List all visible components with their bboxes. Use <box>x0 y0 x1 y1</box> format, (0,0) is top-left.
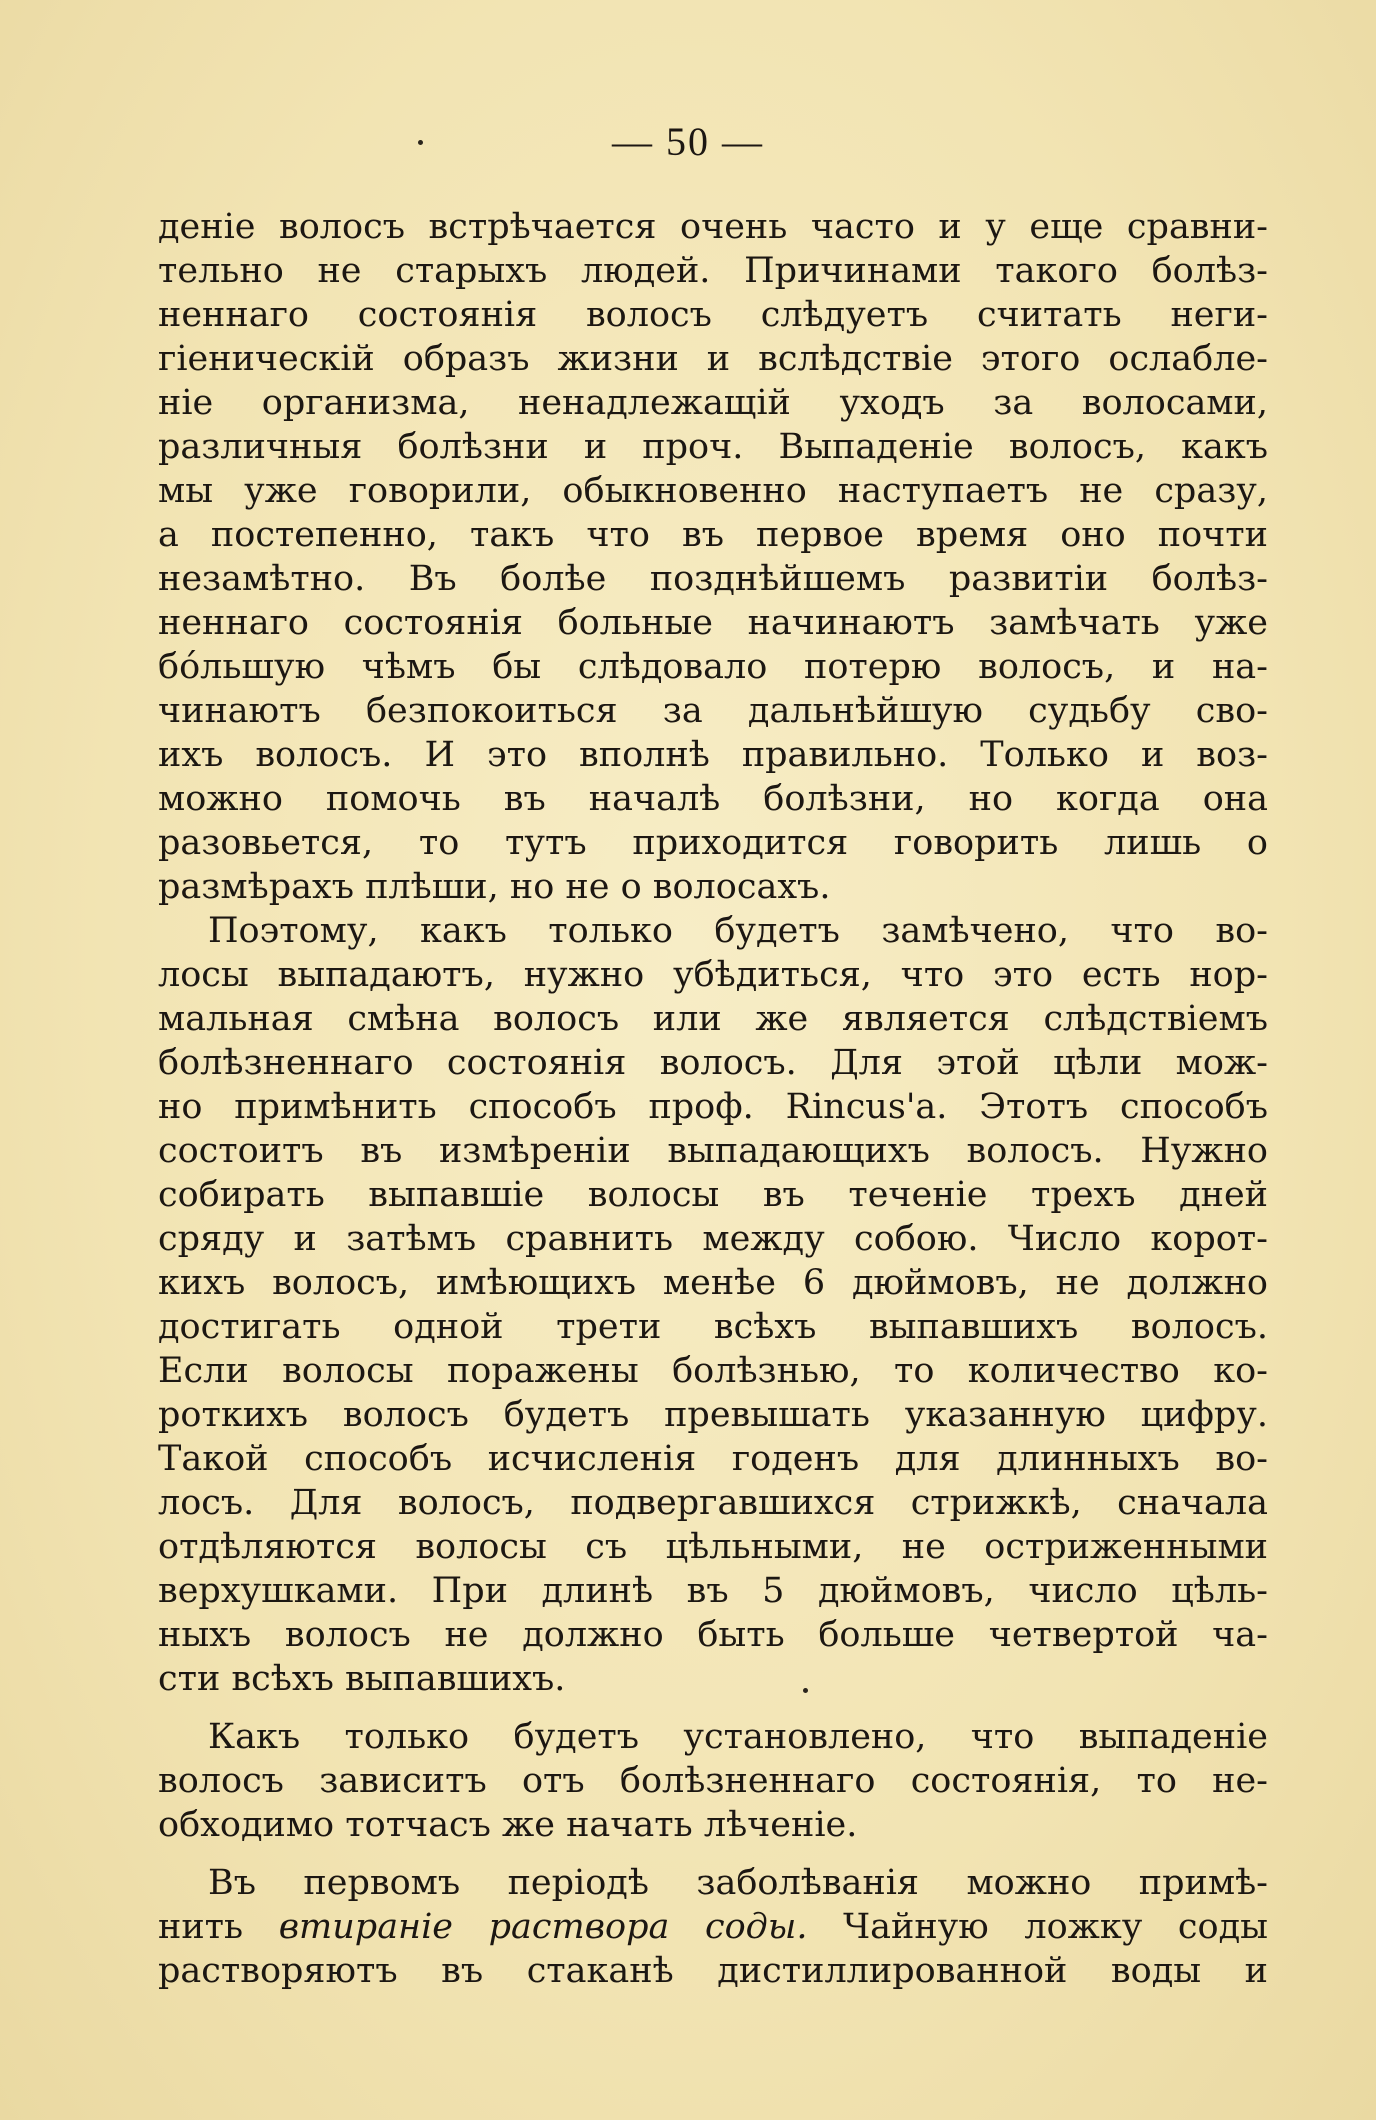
text-line: лосъ. Для волосъ, подвергавшихся стрижкѣ, сначала <box>158 1483 1268 1523</box>
text-line: ніе организма, ненадлежащій уходъ за волосами, <box>158 383 1268 423</box>
text-line: тельно не старыхъ людей. Причинами такого болѣз- <box>158 251 1268 291</box>
text-line: волосъ зависитъ отъ болѣзненнаго состоянія, то не- <box>158 1761 1268 1801</box>
text-line: деніе волосъ встрѣчается очень часто и у еще сравни- <box>158 207 1268 247</box>
text-line: бо́льшую чѣмъ бы слѣдовало потерю волосъ, и на- <box>158 647 1268 687</box>
emphasized-term: втираніе раствора соды. <box>278 1907 808 1947</box>
text-line: кихъ волосъ, имѣющихъ менѣе 6 дюймовъ, не должно <box>158 1263 1268 1303</box>
text-line: болѣзненнаго состоянія волосъ. Для этой цѣли мож- <box>158 1043 1268 1083</box>
text-line: отдѣляются волосы съ цѣльными, не остриженными <box>158 1527 1268 1567</box>
body-text <box>158 205 1268 1993</box>
text-line: лосы выпадаютъ, нужно убѣдиться, что это есть нор- <box>158 955 1268 995</box>
text-line: гіеническій образъ жизни и вслѣдствіе этого ослабле- <box>158 339 1268 379</box>
page-number: — 50 — <box>612 119 764 164</box>
text-line: но примѣнить способъ проф. Rincus'а. Этотъ способъ <box>158 1087 1268 1127</box>
text-line: состоитъ въ измѣреніи выпадающихъ волосъ. Нужно <box>158 1131 1268 1171</box>
print-speck <box>418 140 423 145</box>
text-line: собирать выпавшіе волосы въ теченіе трехъ дней <box>158 1175 1268 1215</box>
text-line: Поэтому, какъ только будетъ замѣчено, что во- <box>208 911 1268 951</box>
text-line: различныя болѣзни и проч. Выпаденіе волосъ, какъ <box>158 427 1268 467</box>
text-line: Какъ только будетъ установлено, что выпаденіе <box>208 1717 1268 1757</box>
text-line: а постепенно, такъ что въ первое время оно почти <box>158 515 1268 555</box>
text-line: Такой способъ исчисленія годенъ для длинныхъ во- <box>158 1439 1268 1479</box>
text-line: разовьется, то тутъ приходится говорить лишь о <box>158 823 1268 863</box>
text-line: незамѣтно. Въ болѣе позднѣйшемъ развитіи болѣз- <box>158 559 1268 599</box>
text-line: неннаго состоянія волосъ слѣдуетъ считать неги- <box>158 295 1268 335</box>
text-line: обходимо тотчасъ же начать лѣченіе. <box>158 1805 858 1845</box>
text-line: размѣрахъ плѣши, но не о волосахъ. <box>158 867 831 907</box>
text-line: сти всѣхъ выпавшихъ. <box>158 1659 566 1699</box>
text-line: чинаютъ безпокоиться за дальнѣйшую судьбу сво- <box>158 691 1268 731</box>
text-line: роткихъ волосъ будетъ превышать указанную цифру. <box>158 1395 1268 1435</box>
text-line: растворяютъ въ стаканѣ дистиллированной воды и <box>158 1951 1268 1991</box>
text-line: мы уже говорили, обыкновенно наступаетъ не сразу, <box>158 471 1268 511</box>
text-line-with-emphasis <box>158 1905 1268 1949</box>
text-line: неннаго состоянія больные начинаютъ замѣчать уже <box>158 603 1268 643</box>
text-line: сряду и затѣмъ сравнить между собою. Число корот- <box>158 1219 1268 1259</box>
text-line: можно помочь въ началѣ болѣзни, но когда она <box>158 779 1268 819</box>
text-line: ныхъ волосъ не должно быть больше четвертой ча- <box>158 1615 1268 1655</box>
text-segment: Чайную ложку соды <box>807 1907 1268 1947</box>
text-line: Если волосы поражены болѣзнью, то количество ко- <box>158 1351 1268 1391</box>
text-line: достигать одной трети всѣхъ выпавшихъ волосъ. <box>158 1307 1268 1347</box>
text-line: мальная смѣна волосъ или же является слѣдствіемъ <box>158 999 1268 1039</box>
text-line: Въ первомъ періодѣ заболѣванія можно примѣ- <box>208 1863 1268 1903</box>
text-line: ихъ волосъ. И это вполнѣ правильно. Только и воз- <box>158 735 1268 775</box>
text-segment: нить <box>158 1907 279 1947</box>
text-line: верхушками. При длинѣ въ 5 дюймовъ, число цѣль- <box>158 1571 1268 1611</box>
